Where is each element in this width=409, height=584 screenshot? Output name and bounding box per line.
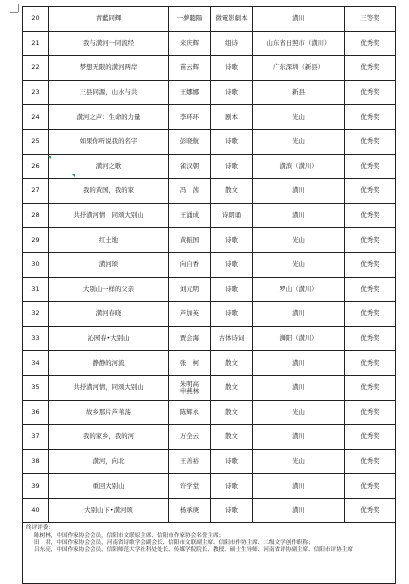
cell-genre: 诗歌 (211, 498, 253, 523)
cell-title: 潢河之声：生命的力量 (49, 105, 169, 130)
cell-region: 罗山（潢川） (253, 277, 345, 302)
table-row (23, 203, 396, 228)
cell-region: 光山 (253, 252, 345, 277)
cell-no: 40 (23, 498, 49, 523)
table-row (23, 252, 396, 277)
judge-line-1: 陈树林，中国作家协会会员，信阳市文联原主席、信阳市作家协会名誉主席； (34, 532, 225, 539)
cell-region: 新县 (253, 80, 345, 105)
award-table (22, 6, 396, 584)
cell-author: 张 柯 (169, 351, 211, 376)
cell-no: 22 (23, 56, 49, 81)
cell-author: 王善裕 (169, 449, 211, 474)
cell-award: 优秀奖 (345, 425, 396, 450)
table-row (23, 326, 396, 351)
cell-title: 大别山下•潢河颂 (49, 498, 169, 523)
judges-notes (23, 523, 396, 584)
table-row (23, 80, 396, 105)
cell-no: 28 (23, 203, 49, 228)
cell-region: 潢川 (253, 474, 345, 499)
cell-author: 朱明高 申燕林 (169, 375, 211, 400)
table-row (23, 351, 396, 376)
cell-author: 刘元明 (169, 277, 211, 302)
cell-award: 优秀奖 (345, 203, 396, 228)
cell-region: 潢川 (253, 302, 345, 327)
cell-award: 优秀奖 (345, 56, 396, 81)
table-row (23, 425, 396, 450)
cell-award: 优秀奖 (345, 498, 396, 523)
cell-genre: 散文 (211, 400, 253, 425)
cell-award: 优秀奖 (345, 400, 396, 425)
cell-award: 优秀奖 (345, 228, 396, 253)
cell-genre: 散文 (211, 425, 253, 450)
cell-no: 20 (23, 7, 49, 32)
cell-region: 潢川 (253, 7, 345, 32)
cell-award: 优秀奖 (345, 277, 396, 302)
table-row (23, 129, 396, 154)
cell-no: 26 (23, 154, 49, 179)
cell-award: 优秀奖 (345, 31, 396, 56)
cell-title: 梦想无限的潢河两岸 (49, 56, 169, 81)
cell-author: 杨承庚 (169, 498, 211, 523)
cell-title: 我的黄国，我的家 (49, 179, 169, 204)
cell-no: 32 (23, 302, 49, 327)
cell-author: 雀汉朝 (169, 154, 211, 179)
cell-region: 山东省日照市（潢川） (253, 31, 345, 56)
cell-award: 优秀奖 (345, 252, 396, 277)
cell-region: 光山 (253, 228, 345, 253)
cell-author: 王娜娜 (169, 80, 211, 105)
table-row (23, 7, 396, 32)
cell-region: 潢川 (253, 425, 345, 450)
cell-title: 青藍同輝 (49, 7, 169, 32)
cell-title: 我与潢河一同流经 (49, 31, 169, 56)
cell-author: 许学堂 (169, 474, 211, 499)
judges-heading: 终评评委： (26, 525, 54, 532)
table-row (23, 277, 396, 302)
cell-no: 24 (23, 105, 49, 130)
cell-region: 光山 (253, 400, 345, 425)
cell-region: 光山 (253, 105, 345, 130)
table-row (23, 179, 396, 204)
cell-author: 王涌成 (169, 203, 211, 228)
cell-no: 23 (23, 80, 49, 105)
cell-genre: 诗歌 (211, 449, 253, 474)
cell-region: 光山 (253, 129, 345, 154)
table-row (23, 56, 396, 81)
cell-region: 光山 (253, 449, 345, 474)
table-row (23, 449, 396, 474)
cell-author: 黄振国 (169, 228, 211, 253)
cell-author: 来庆辉 (169, 31, 211, 56)
cell-award: 优秀奖 (345, 105, 396, 130)
cell-genre: 诗朗诵 (211, 203, 253, 228)
cell-award: 优秀奖 (345, 326, 396, 351)
cell-author: 冯 茜 (169, 179, 211, 204)
table-row (23, 228, 396, 253)
cell-title: 潢河，向北 (49, 449, 169, 474)
cell-genre: 诗歌 (211, 474, 253, 499)
table-row (23, 154, 396, 179)
cell-genre: 诗歌 (211, 302, 253, 327)
cell-no: 30 (23, 252, 49, 277)
cell-region: 潢川 (253, 498, 345, 523)
cell-no: 36 (23, 400, 49, 425)
cell-author: 苗云辉 (169, 56, 211, 81)
cell-title: 三县同源，山水与共 (49, 80, 169, 105)
cell-award: 优秀奖 (345, 154, 396, 179)
cell-genre: 散文 (211, 375, 253, 400)
cell-award: 三等奖 (345, 7, 396, 32)
page-corner-mark-vertical (18, 4, 19, 12)
cell-genre: 诗歌 (211, 277, 253, 302)
cell-title: 如果你听说我的名字 (49, 129, 169, 154)
cell-genre: 剧本 (211, 105, 253, 130)
judges-row (23, 523, 396, 584)
cell-region: 潢川 (253, 375, 345, 400)
cell-award: 优秀奖 (345, 449, 396, 474)
cell-title: 潢河之歌 (49, 154, 169, 179)
cell-award: 优秀奖 (345, 80, 396, 105)
cell-no: 39 (23, 474, 49, 499)
cell-genre: 散文 (211, 179, 253, 204)
cell-award: 优秀奖 (345, 375, 396, 400)
cell-genre: 诗歌 (211, 154, 253, 179)
cell-genre: 古体诗词 (211, 326, 253, 351)
cell-author: 向自香 (169, 252, 211, 277)
cell-no: 35 (23, 375, 49, 400)
table-row (23, 302, 396, 327)
table-row (23, 105, 396, 130)
table-row (23, 474, 396, 499)
cell-author: 李环环 (169, 105, 211, 130)
cell-title: 静静的河流 (49, 351, 169, 376)
cell-comment-marker (72, 174, 75, 177)
cell-genre: 诗歌 (211, 56, 253, 81)
table-row (23, 400, 396, 425)
cell-title: 潢河春晓 (49, 302, 169, 327)
cell-author: 贾会海 (169, 326, 211, 351)
cell-genre: 散文 (211, 351, 253, 376)
cell-author: 彭晓航 (169, 129, 211, 154)
cell-award: 优秀奖 (345, 351, 396, 376)
cell-no: 31 (23, 277, 49, 302)
cell-genre: 诗歌 (211, 80, 253, 105)
cell-region: 潢川 (253, 179, 345, 204)
cell-genre: 诗歌 (211, 228, 253, 253)
cell-author: 万全云 (169, 425, 211, 450)
cell-no: 37 (23, 425, 49, 450)
cell-title: 我的家乡，我的河 (49, 425, 169, 450)
cell-title: 故乡那片芦苇荡 (49, 400, 169, 425)
table-row (23, 498, 396, 523)
cell-title: 沁园春•大别山 (49, 326, 169, 351)
cell-comment-marker (48, 156, 51, 159)
cell-award: 优秀奖 (345, 474, 396, 499)
cell-award: 优秀奖 (345, 179, 396, 204)
cell-title: 共抒潢河情 同颂大别山 (49, 203, 169, 228)
table-row (23, 375, 396, 400)
cell-region: 浉阳（潢川） (253, 326, 345, 351)
cell-author: 一夢聽陽 (169, 7, 211, 32)
cell-no: 34 (23, 351, 49, 376)
cell-genre: 微電影劇本 (211, 7, 253, 32)
cell-no: 38 (23, 449, 49, 474)
cell-region: 潢滨（潢川） (253, 154, 345, 179)
cell-award: 优秀奖 (345, 302, 396, 327)
award-table-body (23, 7, 396, 523)
cell-no: 29 (23, 228, 49, 253)
cell-title: 共抒潢河情，同颂大别山 (49, 375, 169, 400)
cell-author: 芦加英 (169, 302, 211, 327)
cell-genre: 诗歌 (211, 252, 253, 277)
cell-title: 潢河颂 (49, 252, 169, 277)
page-corner-mark (10, 12, 18, 13)
table-row (23, 31, 396, 56)
cell-award: 优秀奖 (345, 129, 396, 154)
cell-title: 重回大别山 (49, 474, 169, 499)
cell-region: 潢川 (253, 203, 345, 228)
cell-region: 广东深圳（新县） (253, 56, 345, 81)
cell-no: 27 (23, 179, 49, 204)
judge-line-2: 田 君，中国作家协会会员，河南省诗歌学会副会长、信阳市文联副主席、信阳市作协主席、二级文学创作职称； (34, 539, 314, 546)
cell-no: 33 (23, 326, 49, 351)
cell-genre: 组诗 (211, 31, 253, 56)
cell-genre: 诗歌 (211, 129, 253, 154)
cell-region: 潢川 (253, 351, 345, 376)
cell-no: 21 (23, 31, 49, 56)
cell-author: 陈辉永 (169, 400, 211, 425)
cell-no: 25 (23, 129, 49, 154)
judge-line-3: 吕东亮，中国作家协会会员，信阳师范大学社科处处长、传媒学院院长、教授、硕士生导师、河南省评协副主席、信阳市评协主席 (34, 547, 353, 554)
cell-title: 红土地 (49, 228, 169, 253)
cell-title: 大别山一样的父亲 (49, 277, 169, 302)
